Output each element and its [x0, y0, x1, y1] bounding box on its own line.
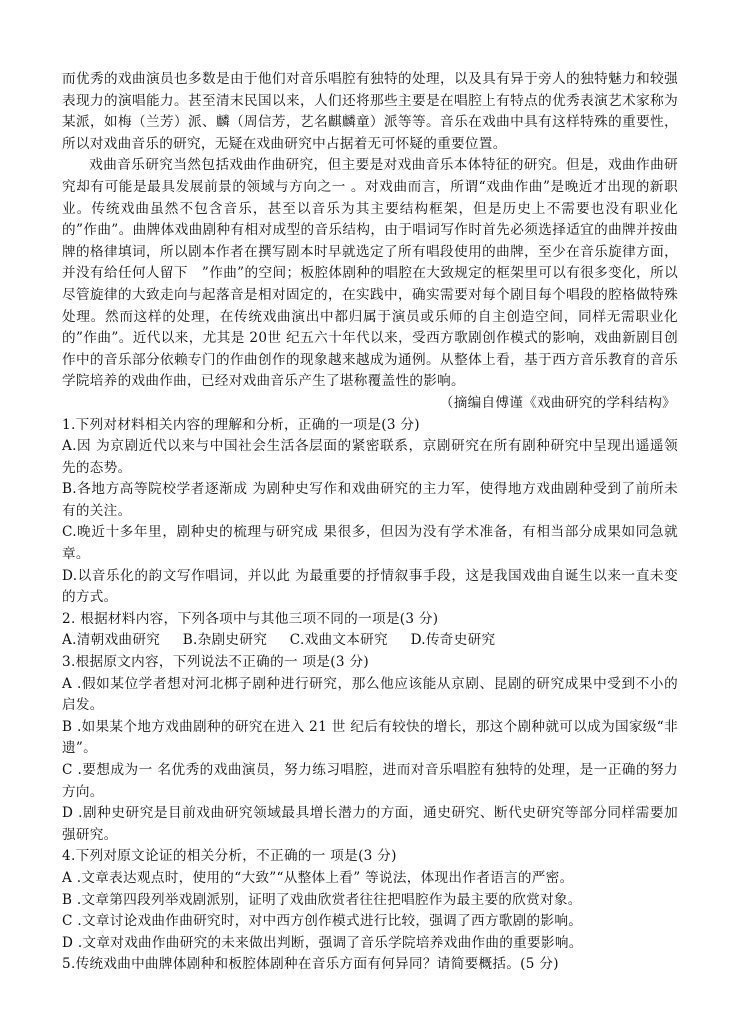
question-3-option-b: B .如果某个地方戏曲剧种的研究在进入 21 世 纪后有较快的增长，那这个剧种就可以成为国家级“非遗”。: [62, 718, 678, 757]
question-3-option-c: C .要想成为一 名优秀的戏曲演员，努力练习唱腔，进而对音乐唱腔有独特的处理，是一正确的努力方向。: [62, 762, 678, 800]
question-1: [62, 415, 678, 609]
question-5: [62, 954, 678, 976]
question-2-stem: 2. 根据材料内容，下列各项中与其他三项不同的一项是(3 分): [62, 610, 439, 627]
exam-page: [62, 69, 678, 976]
question-2-option-d: D.传奇史研究: [410, 632, 496, 649]
passage-paragraph-2: 戏曲音乐研究当然包括戏曲作曲研究，但主要是对戏曲音乐本体特征的研究。但是，戏曲作曲研究却有可能是最具发展前景的领域与方向之一 。对戏曲而言，所谓“戏曲作曲”是晚近才出现的新职业。传统戏曲虽然不包含音乐，甚至以音乐为其主要结构框架，但是历史上不需要也没有职业化的”作曲”。曲牌体戏曲剧种有相对成型的音乐结构，由于唱词写作时首先必须选择适宜的曲牌并按曲牌的格律填词，所以剧本作者在撰写剧本时早就选定了所有唱段使用的曲牌，至少在音乐旋律方面，并没有给任何人留下 ”作曲”的空间；板腔体剧种的唱腔在大致规定的框架里可以有很多变化，所以尽管旋律的大致走向与起落音是相对固定的，在实践中，确实需要对每个剧目每个唱段的腔格做特殊处理。然而这样的处理，在传统戏曲演出中都归属于演员或乐师的自主创造空间，同样无需职业化的”作曲”。近代以来，尤其是 20世 纪五六十年代以来，受西方歌剧创作模式的影响，戏曲新剧目创作中的音乐部分依赖专门的作曲创作的现象越来越成为通例。从整体上看，基于西方音乐教育的音乐学院培养的戏曲作曲，已经对戏曲音乐产生了堪称覆盖性的影响。: [62, 157, 678, 390]
question-2-options: [62, 630, 678, 652]
question-3-stem: 3.根据原文内容，下列说法不正确的一 项是(3 分): [62, 654, 369, 671]
question-2: [62, 609, 678, 652]
passage-paragraph-1: 而优秀的戏曲演员也多数是由于他们对音乐唱腔有独特的处理，以及具有异于旁人的独特魅力和较强表现力的演唱能力。甚至清末民国以来，人们还将那些主要是在唱腔上有特点的优秀表演艺术家称为某派，如梅（兰芳）派、麟（周信芳，艺名麒麟童）派等等。音乐在戏曲中具有这样特殊的重要性，所以对戏曲音乐的研究，无疑在戏曲研究中占据着无可怀疑的重要位置。: [62, 71, 678, 152]
question-2-option-a: A.清朝戏曲研究: [62, 632, 161, 649]
question-2-option-c: C.戏曲文本研究: [289, 632, 388, 649]
question-5-stem: 5.传统戏曲中曲牌体剧种和板腔体剧种在音乐方面有何异同？请简要概括。(5 分): [62, 956, 559, 973]
question-1-option-c: C.晚近十多年里，剧种史的梳理与研究成 果很多，但因为没有学术准备，有相当部分成果如同急就章。: [62, 524, 678, 563]
question-4: [62, 846, 678, 954]
question-1-option-a: A.因 为京剧近代以来与中国社会生活各层面的紧密联系，京剧研究在所有剧种研究中呈现出遥遥领先的态势。: [62, 438, 678, 476]
question-4-stem: 4.下列对原文论证的相关分析，不正确的一 项是(3 分): [62, 848, 397, 865]
passage-source: （摘编自傅谨《戏曲研究的学科结构》: [439, 394, 676, 411]
question-1-stem: 1.下列对材料相关内容的理解和分析，正确的一项是(3 分): [62, 416, 420, 433]
question-1-option-d: D.以音乐化的韵文写作唱词，并以此 为最重要的抒情叙事手段，这是我国戏曲自诞生以来一直未变的方式。: [62, 567, 678, 606]
question-3: [62, 652, 678, 846]
question-4-option-d: D .文章对戏曲作曲研究的未来做出判断，强调了音乐学院培养戏曲作曲的重要影响。: [62, 934, 583, 951]
question-3-option-a: A .假如某位学者想对河北梆子剧种进行研究，那么他应该能从京剧、昆剧的研究成果中受到不小的启发。: [62, 675, 678, 714]
question-4-option-c: C .文章讨论戏曲作曲研究时，对中西方创作模式进行比较，强调了西方歌剧的影响。: [62, 913, 583, 930]
question-4-option-b: B .文章第四段列举戏剧派别，证明了戏曲欣赏者往往把唱腔作为最主要的欣赏对象。: [62, 891, 582, 908]
question-4-option-a: A .文章表达观点时，使用的“大致”“从整体上看” 等说法，体现出作者语言的严密。: [62, 869, 574, 886]
question-1-option-b: B.各地方高等院校学者逐渐成 为剧种史写作和戏曲研究的主力军，使得地方戏曲剧种受到了前所未有的关注。: [62, 481, 678, 519]
question-2-option-b: B.杂剧史研究: [182, 632, 268, 649]
question-3-option-d: D .剧种史研究是目前戏曲研究领域最具增长潜力的方面，通史研究、断代史研究等部分同样需要加强研究。: [62, 805, 678, 843]
